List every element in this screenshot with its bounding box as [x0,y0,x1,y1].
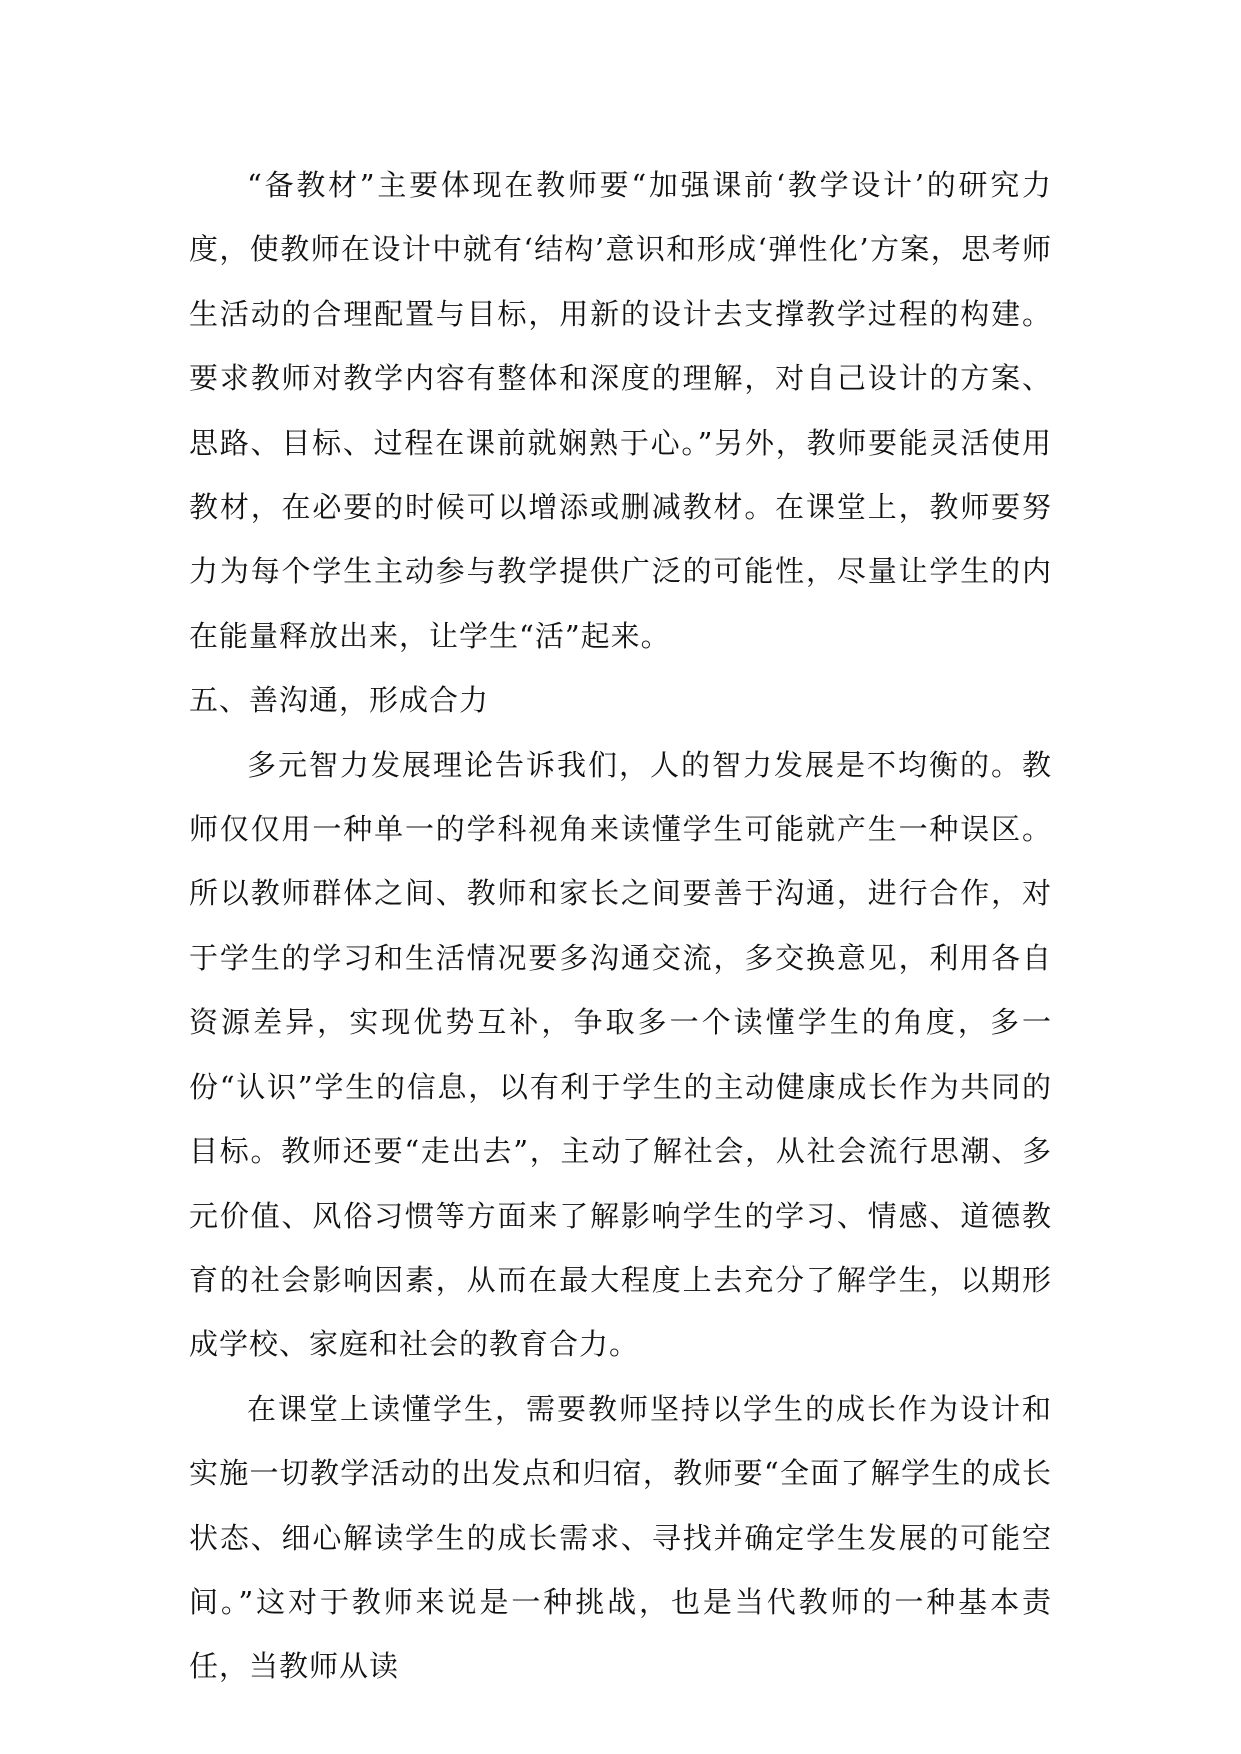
section-heading-communication: 五、善沟通，形成合力 [189,683,490,718]
paragraph-prepare-materials: “备教材”主要体现在教师要“加强课前‘教学设计’的研究力度，使教师在设计中就有‘结构’意识和形成‘弹性化’方案，思考师生活动的合理配置与目标，用新的设计去支撑教学过程的构建。要求教师对教学内容有整体和深度的理解，对自己设计的方案、思路、目标、过程在课前就娴熟于心。”另外，教师要能灵活使用教材，在必要的时候可以增添或删减教材。在课堂上，教师要努力为每个学生主动参与教学提供广泛的可能性，尽量让学生的内在能量释放出来，让学生“活”起来。 [189,168,1052,653]
paragraph-multiple-intelligences: 多元智力发展理论告诉我们，人的智力发展是不均衡的。教师仅仅用一种单一的学科视角来读懂学生可能就产生一种误区。所以教师群体之间、教师和家长之间要善于沟通，进行合作，对于学生的学习和生活情况要多沟通交流，多交换意见，利用各自资源差异，实现优势互补，争取多一个读懂学生的角度，多一份“认识”学生的信息，以有利于学生的主动健康成长作为共同的目标。教师还要“走出去”，主动了解社会，从社会流行思潮、多元价值、风俗习惯等方面来了解影响学生的学习、情感、道德教育的社会影响因素，从而在最大程度上去充分了解学生，以期形成学校、家庭和社会的教育合力。 [189,747,1052,1362]
document-body [189,153,1052,1699]
paragraph-understanding-students: 在课堂上读懂学生，需要教师坚持以学生的成长作为设计和实施一切教学活动的出发点和归宿，教师要“全面了解学生的成长状态、细心解读学生的成长需求、寻找并确定学生发展的可能空间。”这对于教师来说是一种挑战，也是当代教师的一种基本责任，当教师从读 [189,1391,1052,1684]
